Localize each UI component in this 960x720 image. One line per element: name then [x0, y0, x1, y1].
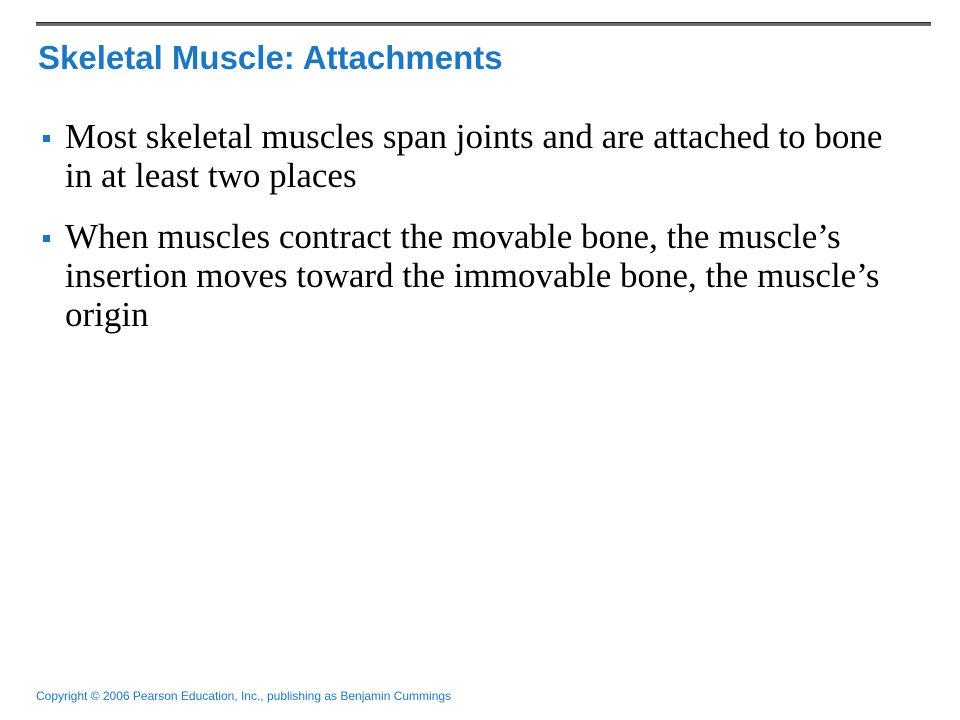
copyright-footer: Copyright © 2006 Pearson Education, Inc., publishing as Benjamin Cummings [36, 689, 452, 703]
bullet-text: When muscles contract the movable bone, the muscle’s insertion moves toward the immovable bone, the muscle’s origin [65, 217, 880, 334]
square-bullet-icon [43, 135, 50, 142]
bullet-text: Most skeletal muscles span joints and are attached to bone in at least two places [65, 117, 883, 195]
bullet-list [40, 117, 900, 356]
slide-title: Skeletal Muscle: Attachments [38, 39, 503, 76]
bullet-item [40, 217, 900, 334]
bullet-item [40, 117, 900, 195]
square-bullet-icon [43, 235, 50, 242]
top-divider [36, 22, 931, 26]
